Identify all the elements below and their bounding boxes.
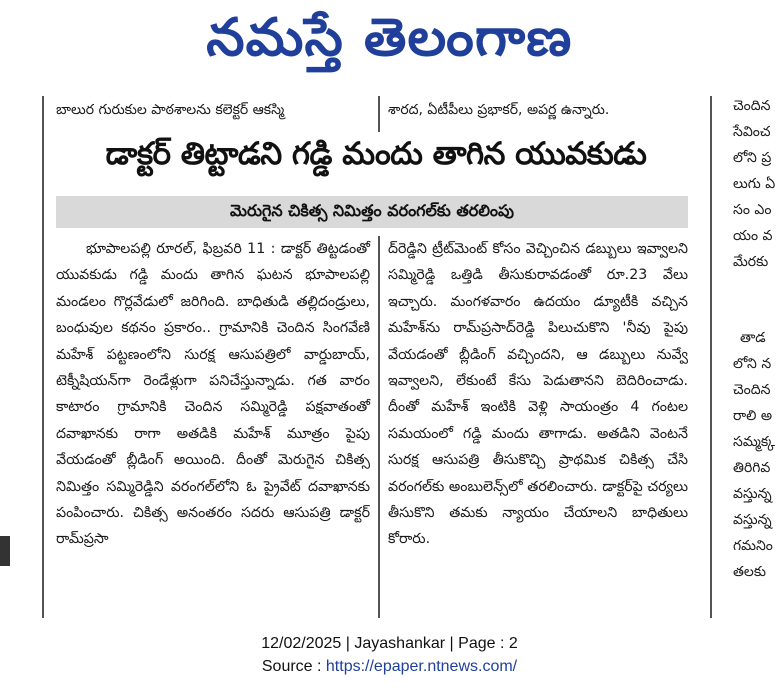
subheadline-bar [56, 196, 688, 228]
article-column-1 [56, 236, 370, 553]
right-fragment: సం ఎం [733, 202, 772, 218]
column-divider-left [42, 96, 44, 618]
top-right-line: శారద, ఏటీపీలు ప్రభాకర్, అపర్ణ ఉన్నారు. [388, 102, 610, 118]
right-fragment: వస్తున్న [733, 486, 772, 502]
top-left-line: బాలుర గురుకుల పాఠశాలను కలెక్టర్ ఆకస్మి [56, 102, 285, 118]
headline: డాక్టర్ తిట్టాడని గడ్డి మందు తాగిన యువకుడు [105, 136, 647, 172]
right-fragment: లుగు ఏ [733, 176, 776, 192]
right-fragment: చెందిన [733, 382, 771, 398]
column-divider-center-top [378, 96, 380, 132]
right-fragment: రాలి అ [733, 408, 773, 424]
right-fragment: సమ్మక్క [733, 434, 775, 450]
footer-source-label: Source : [261, 658, 326, 675]
right-fragment: చెందిన [733, 98, 771, 114]
column-divider-right [710, 96, 712, 618]
right-fragment: సేవించ [733, 124, 771, 140]
footer-source-url[interactable]: https://epaper.ntnews.com/ [325, 658, 518, 675]
right-fragment: తలకు [733, 564, 766, 580]
subheadline: మెరుగైన చికిత్స నిమిత్తం వరంగల్‌కు తరలింపు [230, 200, 514, 220]
right-fragment: యం వ [733, 228, 773, 244]
right-fragment: తిరిగివ [733, 460, 771, 476]
right-fragment: లోని న [733, 356, 772, 372]
footer [0, 632, 779, 678]
right-fragment: వస్తున్న [733, 512, 772, 528]
masthead-title: నమస్తే తెలంగాణ [206, 7, 573, 68]
footer-source [0, 655, 779, 678]
right-fragment: మేరకు [733, 254, 769, 270]
newspaper-clipping [0, 96, 779, 618]
left-edge-fragment [0, 536, 10, 566]
right-fragment: తాడ [740, 330, 766, 346]
article-text-2: ద్‌రెడ్డిని ట్రీట్‌మెంట్ కోసం వెచ్చించిన డబ్బులు ఇవ్వాలని సమ్మిరెడ్డి ఒత్తిడి తీసుకురావడంతో రూ.23 వేలు ఇచ్చారు. మంగళవారం ఉదయం డ్యూటీకి వచ్చిన మహేశ్‌ను రామ్‌ప్రసాద్‌రెడ్డి పిలుచుకొని 'నీవు పైపు వేయడంతో బ్లీడింగ్ వచ్చిందని, ఆ డబ్బులు నువ్వే ఇవ్వాలని, లేకుంటే కేసు పెడుతానని బెదిరించాడు. దీంతో మహేశ్ ఇంటికి వెళ్లి సాయంత్రం 4 గంటల సమయంలో గడ్డి మందు తాగాడు. అతడిని వెంటనే సురక్ష ఆసుపత్రి తీసుకొచ్చి ప్రాథమిక చికిత్స చేసి వరంగల్‌కు అంబులెన్స్‌లో తరలించారు. డాక్టర్‌పై చర్యలు తీసుకొని తమకు న్యాయం చేయాలని బాధితులు కోరారు. [388, 241, 688, 548]
article-text-1: భూపాలపల్లి రూరల్, ఫిబ్రవరి 11 : డాక్టర్ తిట్టడంతో యువకుడు గడ్డి మందు తాగిన ఘటన భూపాలపల్లి మండలం గొర్లవేడులో జరిగింది. బాధితుడి తల్లిదండ్రులు, బంధువుల కథనం ప్రకారం.. గ్రామానికి చెందిన సింగవేణి మహేశ్ పట్టణంలోని సురక్ష ఆసుపత్రిలో వార్డుబాయ్, టెక్నీషియన్‌గా రెండేళ్లుగా పనిచేస్తున్నాడు. గత వారం కాటారం గ్రామానికి చెందిన సమ్మిరెడ్డి పక్షవాతంతో దవాఖానకు రాగా అతడికి మహేశ్ మూత్రం పైపు వేయడంతో బ్లీడింగ్ అయింది. దీంతో మెరుగైన చికిత్స నిమిత్తం సమ్మిరెడ్డిని వరంగల్‌లోని ఓ ప్రైవేట్ దవాఖానకు పంపించారు. చికిత్స అనంతరం సదరు ఆసుపత్రి డాక్టర్ రామ్‌ప్రసా [56, 241, 370, 548]
right-fragment: లోని ప్ర [733, 150, 772, 166]
article-column-2 [388, 236, 688, 553]
masthead [0, 0, 779, 88]
column-divider-center [378, 236, 380, 618]
right-fragment: గమనిం [733, 538, 773, 554]
footer-date-edition: 12/02/2025 | Jayashankar | Page : 2 [261, 635, 518, 652]
